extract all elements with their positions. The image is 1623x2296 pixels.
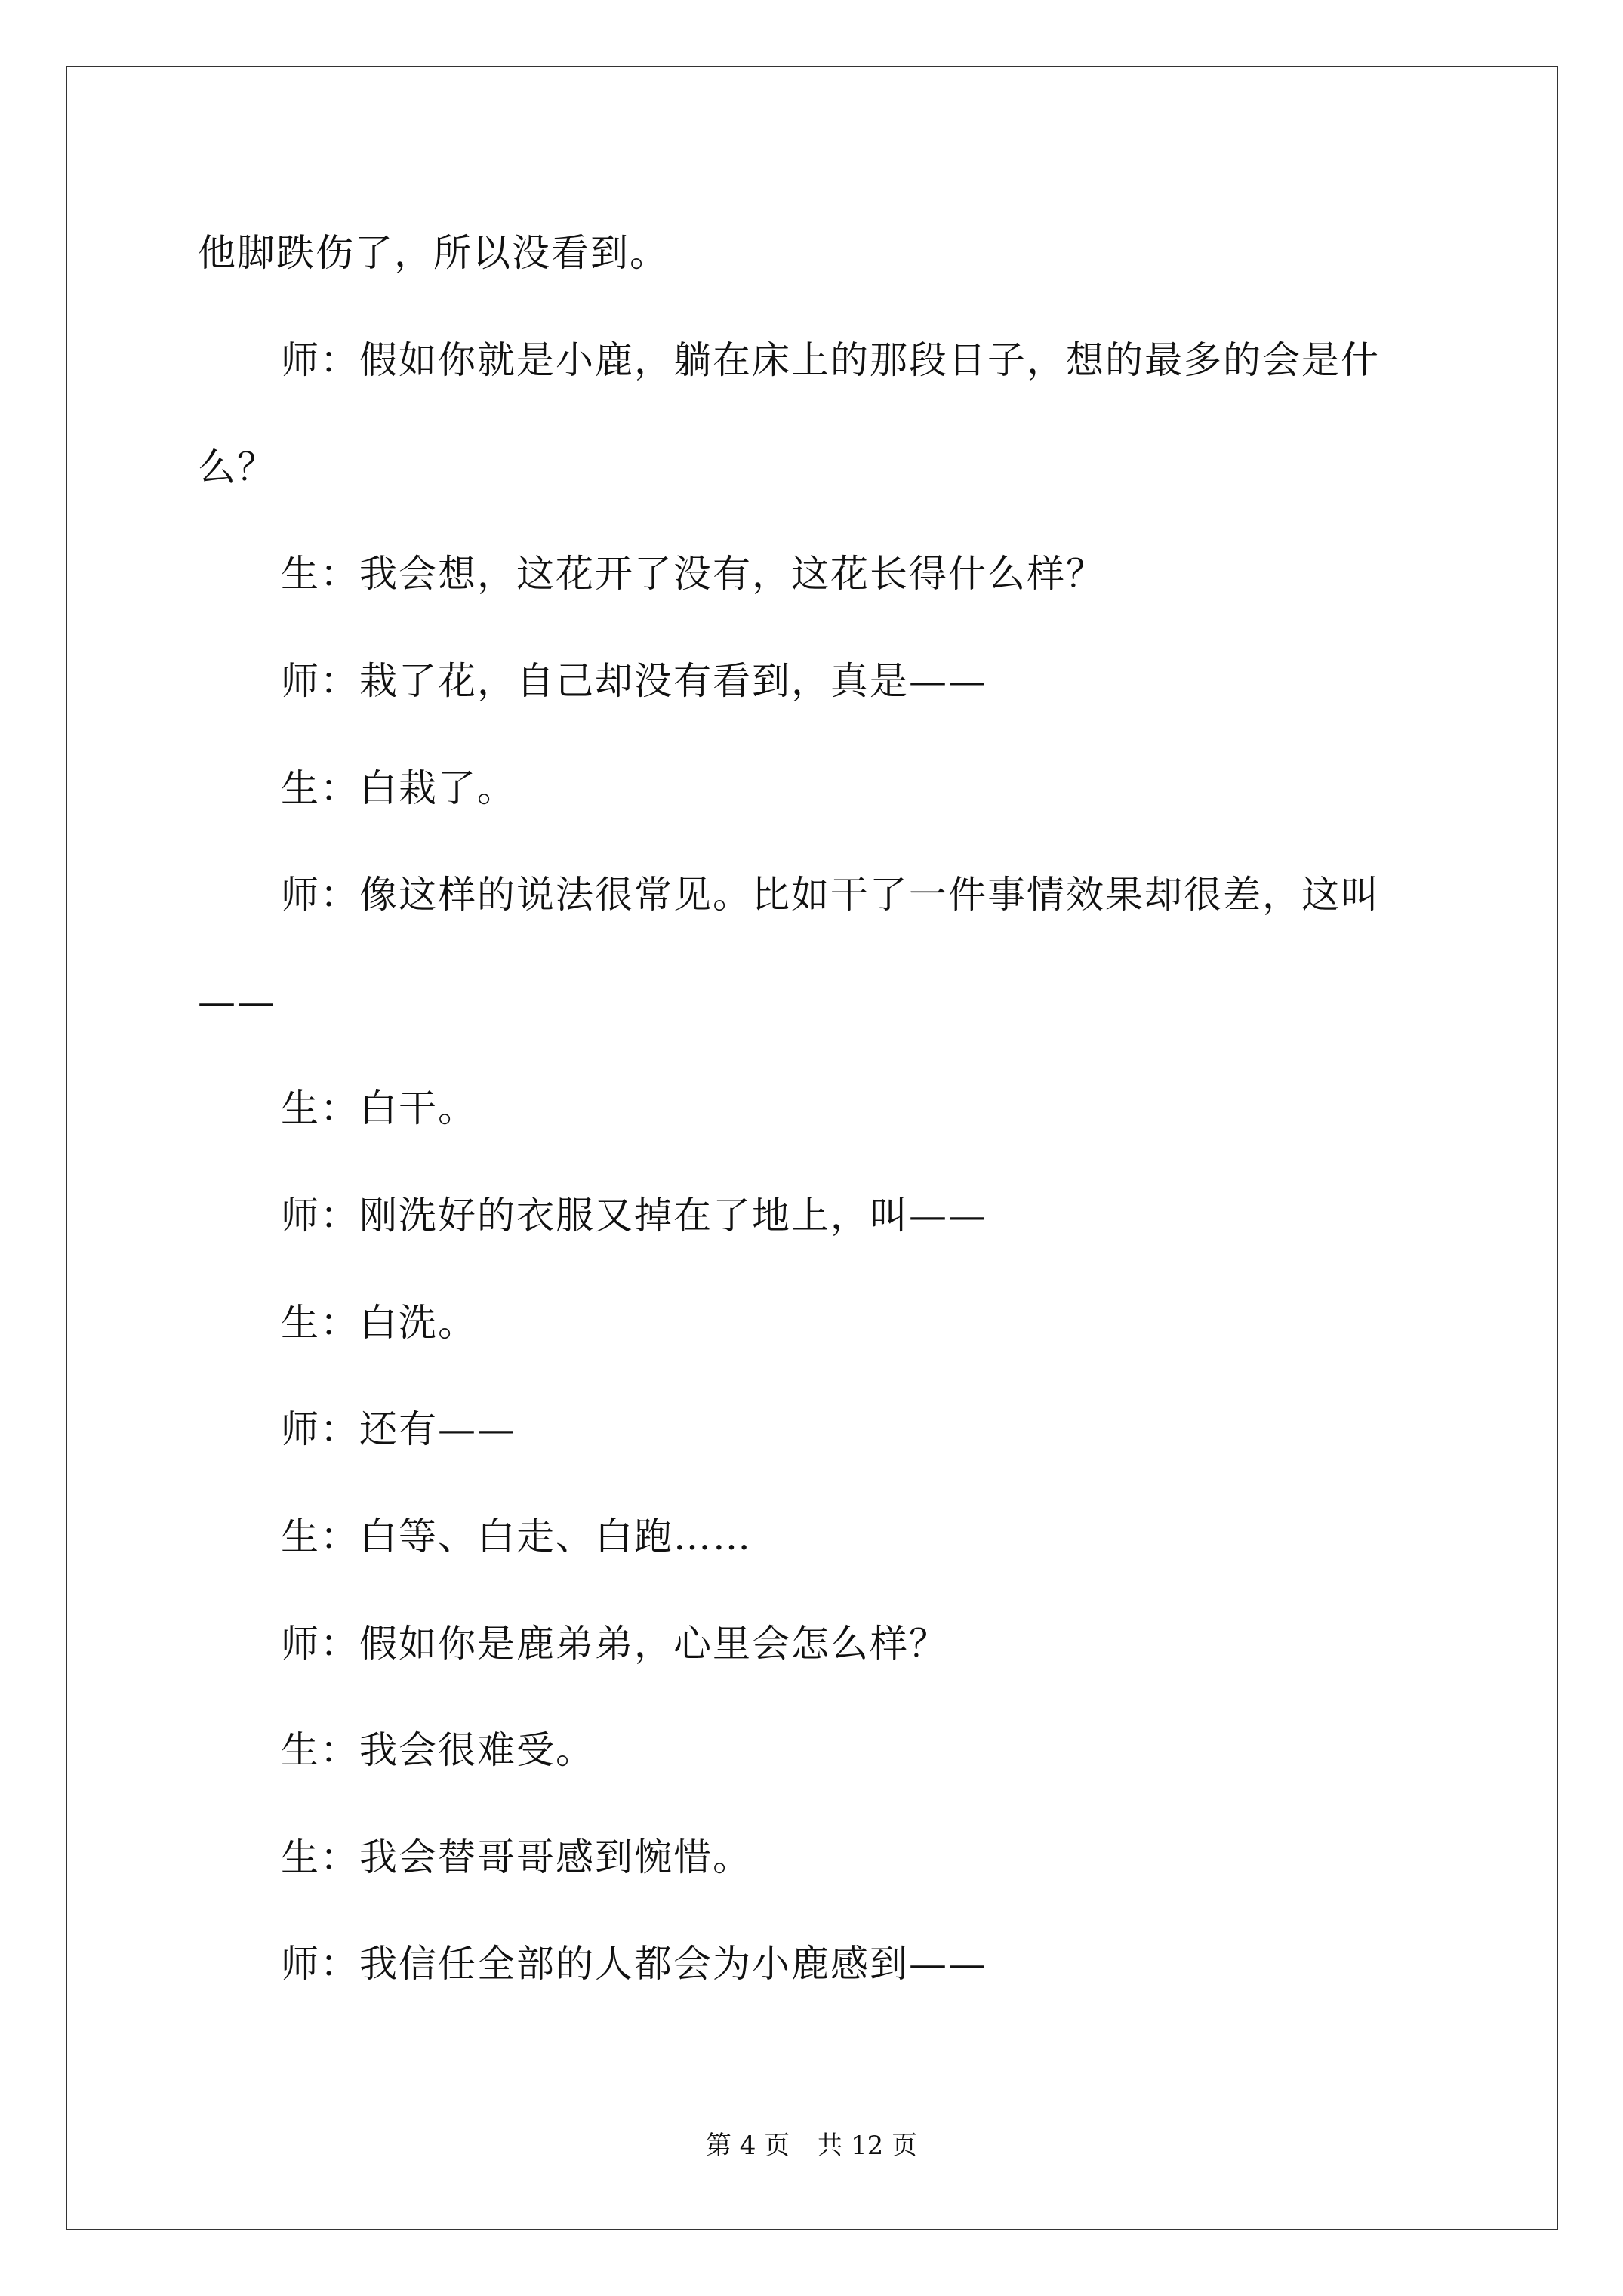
- text-line: 生：我会很难受。: [281, 1728, 595, 1772]
- text-line: 师：还有——: [281, 1407, 516, 1451]
- text-line: 师：像这样的说法很常见。比如干了一件事情效果却很差，这叫: [281, 873, 1380, 917]
- page-footer: [0, 2131, 1623, 2161]
- text-line: 师：假如你是鹿弟弟，心里会怎么样？: [281, 1622, 948, 1666]
- text-line: 师：刚洗好的衣服又掉在了地上，叫——: [281, 1194, 987, 1237]
- text-line: 生：白等、白走、白跑……: [281, 1515, 752, 1558]
- text-line: 他脚跌伤了，所以没看到。: [198, 231, 669, 275]
- page-total: 共 12 页: [817, 2131, 918, 2161]
- text-line: 师：栽了花，自己却没有看到，真是——: [281, 659, 987, 703]
- text-line: 生：我会想，这花开了没有，这花长得什么样？: [281, 552, 1105, 596]
- text-line: 师：假如你就是小鹿，躺在床上的那段日子，想的最多的会是什: [281, 338, 1380, 382]
- text-line: 生：白干。: [281, 1086, 477, 1130]
- text-line: 生：白栽了。: [281, 766, 516, 810]
- text-line: ——: [198, 980, 276, 1024]
- page-border: [66, 66, 1558, 2230]
- page-number: 第 4 页: [705, 2131, 790, 2161]
- text-line: 生：我会替哥哥感到惋惜。: [281, 1835, 752, 1879]
- text-line: 么？: [198, 445, 276, 489]
- text-line: 生：白洗。: [281, 1301, 477, 1345]
- text-line: 师：我信任全部的人都会为小鹿感到——: [281, 1942, 987, 1986]
